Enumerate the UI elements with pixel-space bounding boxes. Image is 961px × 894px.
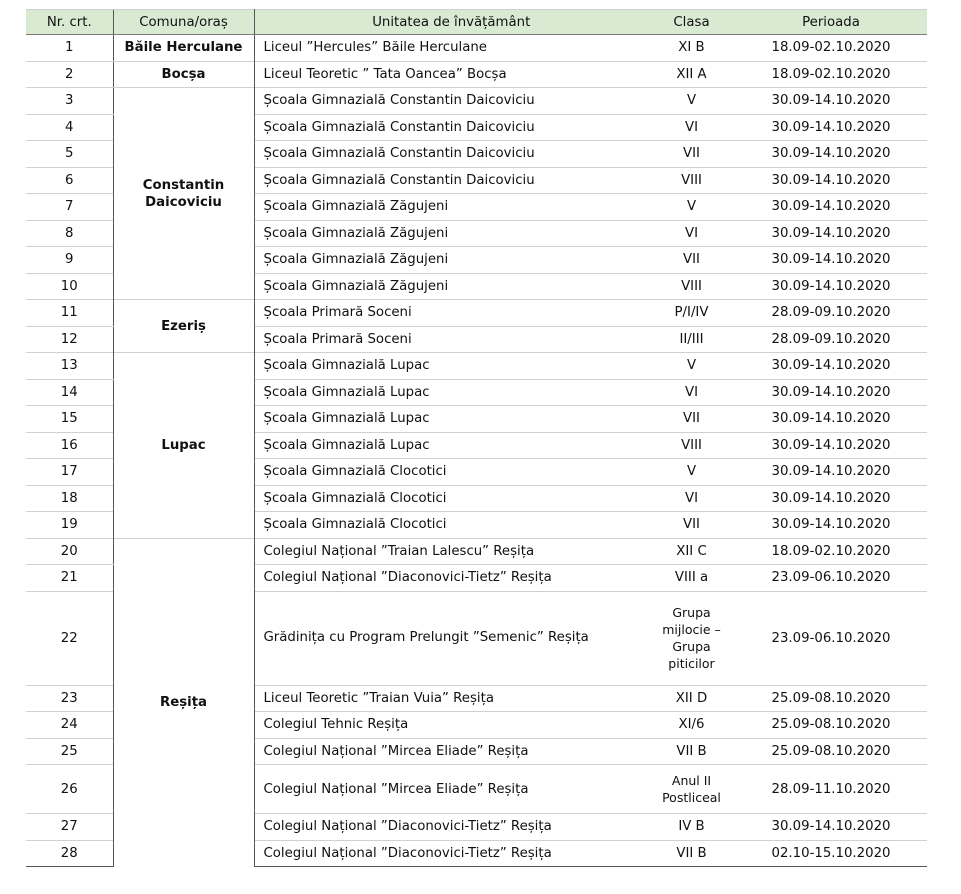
schools-table — [26, 9, 927, 867]
cell-class: XII C — [648, 538, 735, 565]
header-commune: Comuna/oraș — [113, 10, 254, 35]
cell-unit: Liceul ”Hercules” Băile Herculane — [254, 35, 648, 62]
cell-class: VIII a — [648, 565, 735, 592]
cell-class: V — [648, 194, 735, 221]
cell-commune: Bocșa — [113, 61, 254, 88]
cell-unit: Școala Gimnazială Constantin Daicoviciu — [254, 114, 648, 141]
cell-unit: Școala Gimnazială Lupac — [254, 379, 648, 406]
cell-class: VI — [648, 485, 735, 512]
cell-period: 30.09-14.10.2020 — [735, 459, 927, 486]
cell-period: 18.09-02.10.2020 — [735, 61, 927, 88]
cell-class: XII D — [648, 685, 735, 712]
cell-class: V — [648, 459, 735, 486]
header-row — [26, 10, 927, 35]
cell-unit: Școala Gimnazială Zăgujeni — [254, 220, 648, 247]
header-period: Perioada — [735, 10, 927, 35]
cell-class: VII B — [648, 840, 735, 867]
cell-period: 25.09-08.10.2020 — [735, 685, 927, 712]
cell-nr: 11 — [26, 300, 113, 327]
cell-class: XI/6 — [648, 712, 735, 739]
table-row — [26, 300, 927, 327]
table-row — [26, 88, 927, 115]
cell-unit: Școala Gimnazială Clocotici — [254, 512, 648, 539]
cell-nr: 2 — [26, 61, 113, 88]
cell-period: 25.09-08.10.2020 — [735, 738, 927, 765]
cell-class: II/III — [648, 326, 735, 353]
cell-unit: Școala Gimnazială Clocotici — [254, 459, 648, 486]
table-row — [26, 538, 927, 565]
cell-nr: 18 — [26, 485, 113, 512]
cell-period: 30.09-14.10.2020 — [735, 485, 927, 512]
cell-class: Anul II Postliceal — [648, 765, 735, 814]
cell-nr: 1 — [26, 35, 113, 62]
cell-period: 30.09-14.10.2020 — [735, 432, 927, 459]
cell-commune: Constantin Daicoviciu — [113, 88, 254, 300]
cell-period: 18.09-02.10.2020 — [735, 35, 927, 62]
cell-unit: Școala Gimnazială Lupac — [254, 406, 648, 433]
cell-commune: Ezeriș — [113, 300, 254, 353]
cell-unit: Școala Gimnazială Zăgujeni — [254, 194, 648, 221]
cell-nr: 12 — [26, 326, 113, 353]
cell-class: XII A — [648, 61, 735, 88]
cell-unit: Școala Gimnazială Constantin Daicoviciu — [254, 141, 648, 168]
cell-unit: Colegiul Național ”Mircea Eliade” Reșița — [254, 765, 648, 814]
cell-nr: 7 — [26, 194, 113, 221]
cell-unit: Școala Gimnazială Constantin Daicoviciu — [254, 88, 648, 115]
cell-class: VIII — [648, 167, 735, 194]
cell-period: 30.09-14.10.2020 — [735, 141, 927, 168]
cell-class: P/I/IV — [648, 300, 735, 327]
cell-period: 30.09-14.10.2020 — [735, 512, 927, 539]
cell-commune: Băile Herculane — [113, 35, 254, 62]
cell-class: XI B — [648, 35, 735, 62]
table-row — [26, 35, 927, 62]
cell-unit: Colegiul Național ”Diaconovici-Tietz” Reșița — [254, 840, 648, 867]
cell-period: 25.09-08.10.2020 — [735, 712, 927, 739]
cell-class: VI — [648, 220, 735, 247]
cell-class: IV B — [648, 814, 735, 841]
cell-nr: 28 — [26, 840, 113, 867]
cell-nr: 8 — [26, 220, 113, 247]
cell-class: VII — [648, 141, 735, 168]
cell-unit: Colegiul Național ”Diaconovici-Tietz” Reșița — [254, 814, 648, 841]
cell-class: VII — [648, 247, 735, 274]
cell-nr: 16 — [26, 432, 113, 459]
cell-nr: 21 — [26, 565, 113, 592]
cell-period: 30.09-14.10.2020 — [735, 406, 927, 433]
cell-period: 30.09-14.10.2020 — [735, 194, 927, 221]
cell-unit: Școala Gimnazială Zăgujeni — [254, 247, 648, 274]
cell-nr: 26 — [26, 765, 113, 814]
cell-nr: 23 — [26, 685, 113, 712]
cell-unit: Liceul Teoretic ”Traian Vuia” Reșița — [254, 685, 648, 712]
header-class: Clasa — [648, 10, 735, 35]
cell-class: VII — [648, 406, 735, 433]
cell-nr: 22 — [26, 591, 113, 685]
cell-class: V — [648, 88, 735, 115]
cell-period: 23.09-06.10.2020 — [735, 591, 927, 685]
cell-nr: 27 — [26, 814, 113, 841]
cell-unit: Colegiul Național ”Traian Lalescu” Reșița — [254, 538, 648, 565]
cell-period: 30.09-14.10.2020 — [735, 273, 927, 300]
cell-period: 30.09-14.10.2020 — [735, 220, 927, 247]
cell-class: VI — [648, 114, 735, 141]
table-row — [26, 61, 927, 88]
cell-nr: 6 — [26, 167, 113, 194]
cell-period: 30.09-14.10.2020 — [735, 353, 927, 380]
cell-class: VII — [648, 512, 735, 539]
cell-period: 30.09-14.10.2020 — [735, 379, 927, 406]
cell-unit: Școala Gimnazială Lupac — [254, 432, 648, 459]
cell-unit: Școala Gimnazială Zăgujeni — [254, 273, 648, 300]
cell-period: 28.09-09.10.2020 — [735, 300, 927, 327]
cell-unit: Școala Gimnazială Lupac — [254, 353, 648, 380]
cell-period: 23.09-06.10.2020 — [735, 565, 927, 592]
cell-period: 30.09-14.10.2020 — [735, 814, 927, 841]
cell-nr: 19 — [26, 512, 113, 539]
cell-nr: 14 — [26, 379, 113, 406]
cell-period: 30.09-14.10.2020 — [735, 167, 927, 194]
cell-unit: Colegiul Tehnic Reșița — [254, 712, 648, 739]
cell-class: VI — [648, 379, 735, 406]
table-row — [26, 353, 927, 380]
cell-unit: Școala Gimnazială Constantin Daicoviciu — [254, 167, 648, 194]
cell-nr: 15 — [26, 406, 113, 433]
cell-unit: Grădinița cu Program Prelungit ”Semenic” Reșița — [254, 591, 648, 685]
header-nr: Nr. crt. — [26, 10, 113, 35]
cell-nr: 24 — [26, 712, 113, 739]
cell-period: 30.09-14.10.2020 — [735, 114, 927, 141]
cell-nr: 20 — [26, 538, 113, 565]
cell-period: 02.10-15.10.2020 — [735, 840, 927, 867]
cell-class: V — [648, 353, 735, 380]
cell-nr: 9 — [26, 247, 113, 274]
cell-class: VIII — [648, 273, 735, 300]
cell-class: Grupa mijlocie – Grupa piticilor — [648, 591, 735, 685]
header-unit: Unitatea de învățământ — [254, 10, 648, 35]
cell-period: 30.09-14.10.2020 — [735, 88, 927, 115]
cell-nr: 13 — [26, 353, 113, 380]
cell-unit: Colegiul Național ”Diaconovici-Tietz” Reșița — [254, 565, 648, 592]
cell-commune: Lupac — [113, 353, 254, 539]
cell-commune: Reșița — [113, 538, 254, 867]
cell-unit: Liceul Teoretic ” Tata Oancea” Bocșa — [254, 61, 648, 88]
cell-nr: 10 — [26, 273, 113, 300]
cell-period: 28.09-09.10.2020 — [735, 326, 927, 353]
cell-unit: Școala Primară Soceni — [254, 326, 648, 353]
table-body — [26, 35, 927, 867]
cell-nr: 3 — [26, 88, 113, 115]
cell-class: VII B — [648, 738, 735, 765]
cell-period: 30.09-14.10.2020 — [735, 247, 927, 274]
cell-unit: Școala Primară Soceni — [254, 300, 648, 327]
cell-unit: Colegiul Național ”Mircea Eliade” Reșița — [254, 738, 648, 765]
cell-class: VIII — [648, 432, 735, 459]
cell-nr: 4 — [26, 114, 113, 141]
cell-nr: 17 — [26, 459, 113, 486]
cell-nr: 25 — [26, 738, 113, 765]
cell-period: 28.09-11.10.2020 — [735, 765, 927, 814]
cell-period: 18.09-02.10.2020 — [735, 538, 927, 565]
cell-unit: Școala Gimnazială Clocotici — [254, 485, 648, 512]
cell-nr: 5 — [26, 141, 113, 168]
